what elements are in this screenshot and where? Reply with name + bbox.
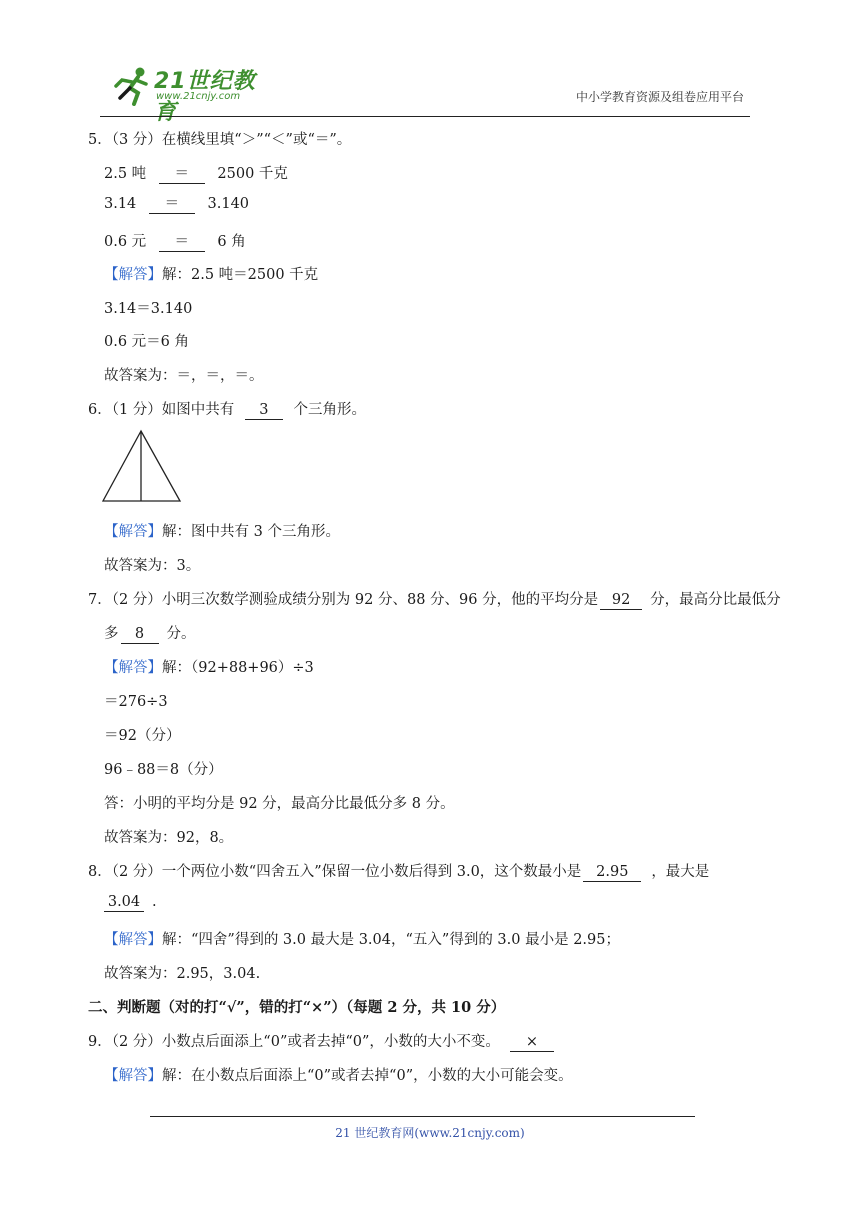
q8-stem [88,860,709,882]
page-header [100,58,750,125]
q6-answer-text: 解：图中共有 3 个三角形。 [162,524,340,540]
q9-stem-text: 9．（2 分）小数点后面添上“0”或者去掉“0”，小数的大小不变。 [88,1034,500,1050]
q5-row-2-right: 3.140 [207,196,250,212]
section-title: 二、判断题（对的打“√”，错的打“×”）（每题 2 分，共 10 分） [88,999,506,1016]
q8-line2-after: . [152,894,157,910]
q6-stem [88,398,366,420]
q9-answer [104,1064,573,1085]
q5-row-1-blank: ＝ [159,166,205,184]
q7-line2-after: 分。 [166,626,196,642]
q7-stem-before: 7．（2 分）小明三次数学测验成绩分别为 92 分、88 分、96 分，他的平均分是 [88,592,599,608]
q8-answer-2: 故答案为：2.95，3.04. [104,966,261,982]
q7-answer-4: 96﹣88＝8（分） [104,762,223,778]
q5-row-2-left: 3.14 [104,196,137,212]
q6-answer-2: 故答案为：3。 [104,558,201,574]
footer-text: 21 世纪教育网(www.21cnjy.com) [335,1126,525,1140]
q8-blank-1: 2.95 [583,864,641,882]
q5-row-3 [104,230,246,252]
q7-blank-1: 92 [600,592,642,610]
q5-row-1-left: 2.5 吨 [104,166,147,182]
q7-answer-3: ＝92（分） [104,728,181,744]
logo-url: www.21cnjy.com [156,91,241,102]
q5-stem: 5．（3 分）在横线里填“＞”“＜”或“＝”。 [88,132,352,148]
q5-row-1-right: 2500 千克 [217,166,288,182]
q8-stem-line2 [104,894,157,912]
q5-row-2 [104,196,249,214]
q8-answer-text: 解：“四舍”得到的 3.0 最大是 3.04，“五入”得到的 3.0 最小是 2.95； [162,932,620,948]
q5-row-2-blank: ＝ [149,196,195,214]
q9-answer-tag: 【解答】 [104,1068,162,1084]
q7-answer-tag: 【解答】 [104,660,162,676]
q5-answer-tag: 【解答】 [104,267,162,283]
q7-blank-2: 8 [121,626,159,644]
q7-answer-text: 解：（92+88+96）÷3 [162,660,314,676]
q5-answer-4: 故答案为：＝，＝，＝。 [104,368,264,384]
q6-stem-after: 个三角形。 [293,402,367,418]
q5-answer-1 [104,263,318,284]
q5-row-3-blank: ＝ [159,234,205,252]
q5-answer-text: 解：2.5 吨＝2500 千克 [162,267,319,283]
q8-stem-before: 8．（2 分）一个两位小数“四舍五入”保留一位小数后得到 3.0，这个数最小是 [88,864,582,880]
q9-stem [88,1030,554,1052]
runner-logo-icon [112,66,152,106]
logo [112,64,272,125]
q5-row-1 [104,162,288,184]
q5-answer-3: 0.6 元＝6 角 [104,334,190,350]
q7-line2-before: 多 [104,626,119,642]
logo-title: 21世纪教育 [154,69,256,125]
q9-answer-text: 解：在小数点后面添上“0”或者去掉“0”，小数的大小可能会变。 [162,1068,573,1084]
q8-answer-1 [104,928,620,949]
q6-blank: 3 [245,402,283,420]
q7-answer-5: 答：小明的平均分是 92 分，最高分比最低分多 8 分。 [104,796,455,812]
platform-name: 中小学教育资源及组卷应用平台 [575,90,744,104]
q7-answer-1 [104,656,314,677]
q8-answer-tag: 【解答】 [104,932,162,948]
triangle-figure [100,428,184,506]
q9-blank: × [510,1034,554,1052]
q7-answer-6: 故答案为：92，8。 [104,830,234,846]
q7-stem-mid: 分，最高分比最低分 [650,592,781,608]
q7-stem-line2 [104,622,196,644]
q8-blank-2: 3.04 [104,894,144,912]
q5-answer-2: 3.14＝3.140 [104,301,193,317]
q5-row-3-left: 0.6 元 [104,234,147,250]
q6-answer-1 [104,520,340,541]
q6-answer-tag: 【解答】 [104,524,162,540]
footer-divider [150,1116,695,1117]
q5-row-3-right: 6 角 [217,234,246,250]
header-divider [100,116,750,117]
q6-stem-before: 6．（1 分）如图中共有 [88,402,235,418]
q7-answer-2: ＝276÷3 [104,694,168,710]
q8-stem-mid: ，最大是 [651,864,710,880]
q7-stem [88,588,781,610]
